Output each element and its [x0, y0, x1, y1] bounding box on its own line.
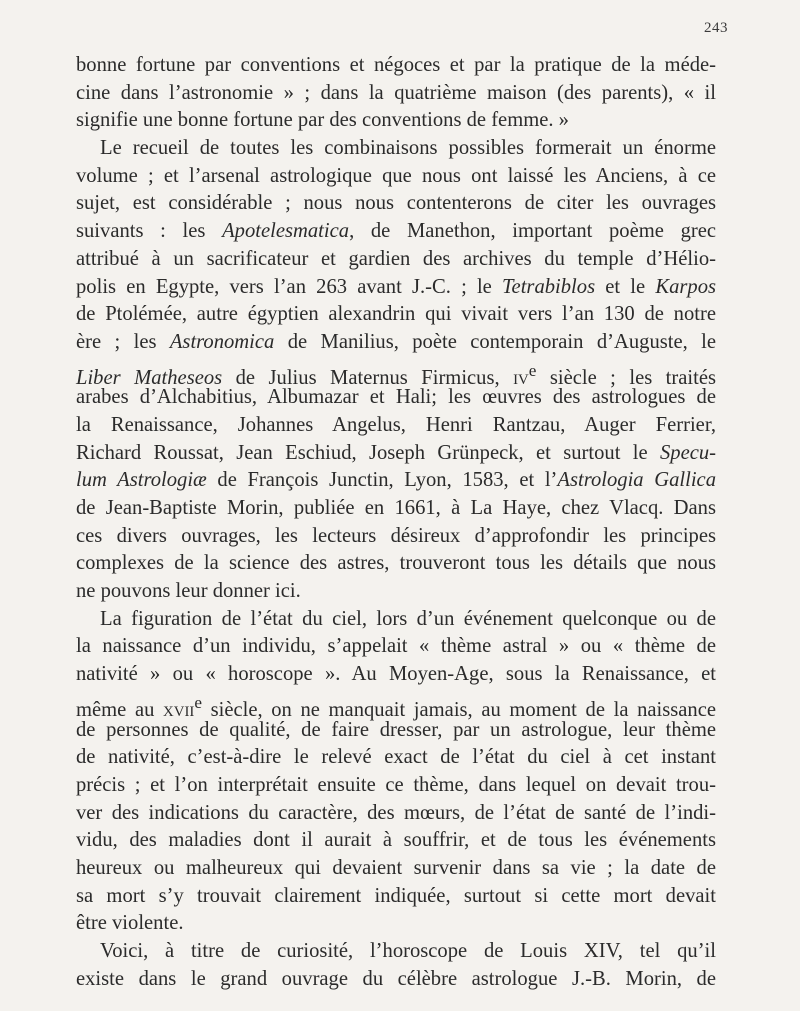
text-line: Le recueil de toutes les combinaisons possibles formerait un énorme	[100, 137, 716, 160]
text-line: sujet, est considérable ; nous nous contenterons de citer les ouvrages	[76, 192, 716, 215]
text-line: vidu, des maladies dont il aurait à souffrir, et de tous les événements	[76, 829, 716, 852]
text-line: de Ptolémée, autre égyptien alexandrin qui vivait vers l’an 130 de notre	[76, 303, 716, 326]
text-line: ces divers ouvrages, les lecteurs désireux d’approfondir les principes	[76, 524, 716, 547]
text-line: La figuration de l’état du ciel, lors d’un événement quelconque ou de	[100, 607, 716, 630]
text-line: heureux ou malheureux qui devaient survenir dans sa vie ; la date de	[76, 856, 716, 879]
text-line: suivants : les Apotelesmatica, de Manethon, important poème grec	[76, 220, 716, 243]
text-line: lum Astrologiæ de François Junctin, Lyon, 1583, et l’Astrologia Gallica	[76, 469, 716, 492]
text-line: existe dans le grand ouvrage du célèbre astrologue J.-B. Morin, de	[76, 967, 716, 990]
text-line: sa mort s’y trouvait clairement indiquée, surtout si cette mort devait	[76, 884, 716, 907]
text-line: attribué à un sacrificateur et gardien des archives du temple d’Hélio-	[76, 247, 716, 270]
text-line: nativité » ou « horoscope ». Au Moyen-Age, sous la Renaissance, et	[76, 663, 716, 686]
body-text	[76, 52, 716, 993]
text-line: même au XVIIe siècle, on ne manquait jamais, au moment de la naissance	[76, 692, 717, 721]
text-line: complexes de la science des astres, trouveront tous les détails que nous	[76, 552, 716, 575]
text-line: ne pouvons leur donner ici.	[76, 580, 301, 603]
text-line: de personnes de qualité, de faire dresser, par un astrologue, leur thème	[76, 718, 716, 741]
text-line: de nativité, c’est-à-dire le relevé exact de l’état du ciel à cet instant	[76, 746, 716, 769]
text-line: Richard Roussat, Jean Eschiud, Joseph Grünpeck, et surtout le Specu-	[76, 441, 716, 464]
text-line: ère ; les Astronomica de Manilius, poète contemporain d’Auguste, le	[76, 330, 716, 353]
text-line: de Jean-Baptiste Morin, publiée en 1661, à La Haye, chez Vlacq. Dans	[76, 497, 716, 519]
text-line: cine dans l’astronomie » ; dans la quatrième maison (des parents), « il	[76, 81, 716, 104]
text-line: la Renaissance, Johannes Angelus, Henri Rantzau, Auger Ferrier,	[76, 413, 716, 436]
page-number: 243	[704, 20, 728, 36]
text-line: signifie une bonne fortune par des conventions de femme. »	[76, 109, 569, 132]
text-line: Voici, à titre de curiosité, l’horoscope de Louis XIV, tel qu’il	[100, 940, 716, 962]
text-line: la naissance d’un individu, s’appelait « thème astral » ou « thème de	[76, 635, 716, 658]
text-line: ver des indications du caractère, des mœurs, de l’état de santé de l’indi-	[76, 801, 716, 824]
text-line: être violente.	[76, 912, 184, 935]
text-line: précis ; et l’on interprétait ensuite ce thème, dans lequel on devait trou-	[76, 773, 716, 796]
text-line: volume ; et l’arsenal astrologique que nous ont laissé les Anciens, à ce	[76, 164, 716, 187]
text-line: bonne fortune par conventions et négoces et par la pratique de la méde-	[76, 54, 716, 76]
text-line: arabes d’Alchabitius, Albumazar et Hali; les œuvres des astrologues de	[76, 386, 716, 409]
text-line: polis en Egypte, vers l’an 263 avant J.-C. ; le Tetrabiblos et le Karpos	[76, 275, 716, 298]
text-line: Liber Matheseos de Julius Maternus Firmicus, IVe siècle ; les traités	[76, 360, 717, 389]
